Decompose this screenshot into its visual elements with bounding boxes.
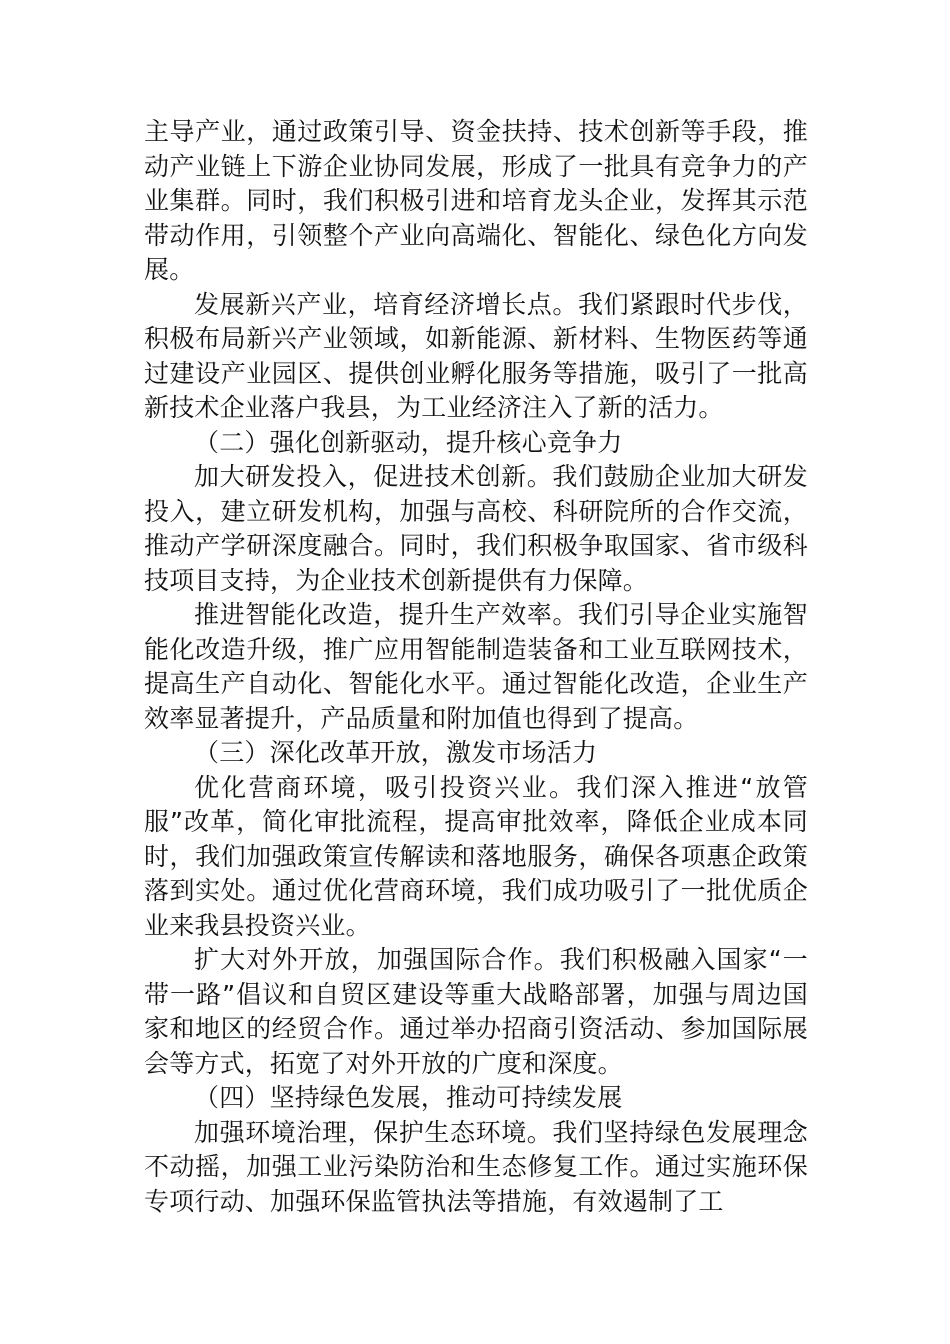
section-heading-3: （三）深化改革开放，激发市场活力 [194, 738, 598, 767]
section-heading-2: （二）强化创新驱动，提升核心竞争力 [194, 427, 623, 457]
paragraph-3: 加大研发投入，促进技术创新。我们鼓励企业加大研发投入，建立研发机构，加强与高校、科研院所的合作交流，推动产学研深度融合。同时，我们积极争取国家、省市级科技项目支持，为企业技术创新提供有力保障。 [144, 462, 808, 595]
paragraph-6: 扩大对外开放，加强国际合作。我们积极融入国家“一带一路”倡议和自贸区建设等重大战略部署，加强与周边国家和地区的经贸合作。通过举办招商引资活动、参加国际展会等方式，拓宽了对外开放的广度和深度。 [144, 945, 808, 1078]
section-heading-4: （四）坚持绿色发展，推动可持续发展 [194, 1083, 623, 1112]
paragraph-1: 主导产业，通过政策引导、资金扶持、技术创新等手段，推动产业链上下游企业协同发展，形成了一批具有竞争力的产业集群。同时，我们积极引进和培育龙头企业，发挥其示范带动作用，引领整个产业向高端化、智能化、绿色化方向发展。 [144, 117, 808, 284]
paragraph-5: 优化营商环境，吸引投资兴业。我们深入推进“放管服”改革，简化审批流程，提高审批效率，降低企业成本同时，我们加强政策宣传解读和落地服务，确保各项惠企政策落到实处。通过优化营商环境，我们成功吸引了一批优质企业来我县投资兴业。 [144, 772, 808, 940]
document-body [144, 115, 808, 1219]
paragraph-2: 发展新兴产业，培育经济增长点。我们紧跟时代步伐，积极布局新兴产业领域，如新能源、新材料、生物医药等通过建设产业园区、提供创业孵化服务等措施，吸引了一批高新技术企业落户我县，为工业经济注入了新的活力。 [144, 289, 808, 422]
paragraph-7: 加强环境治理，保护生态环境。我们坚持绿色发展理念不动摇，加强工业污染防治和生态修复工作。通过实施环保专项行动、加强环保监管执法等措施，有效遏制了工 [144, 1117, 808, 1216]
paragraph-4: 推进智能化改造，提升生产效率。我们引导企业实施智能化改造升级，推广应用智能制造装备和工业互联网技术，提高生产自动化、智能化水平。通过智能化改造，企业生产效率显著提升，产品质量和附加值也得到了提高。 [144, 600, 808, 733]
